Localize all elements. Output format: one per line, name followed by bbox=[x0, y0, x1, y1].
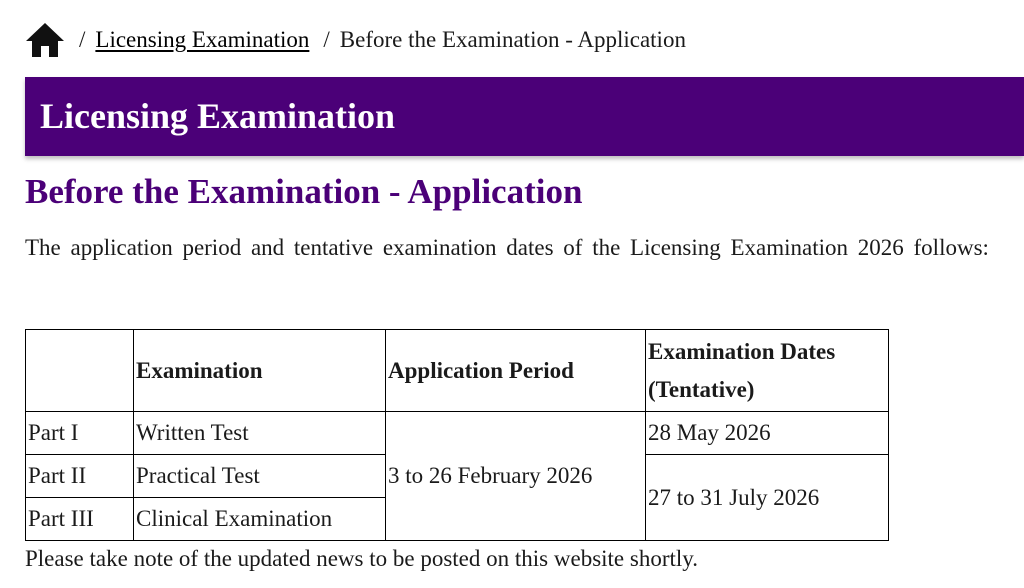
breadcrumb-separator: / bbox=[79, 27, 86, 52]
banner-title: Licensing Examination bbox=[40, 96, 396, 136]
cell-part: Part III bbox=[26, 498, 134, 541]
cell-application-period: 3 to 26 February 2026 bbox=[386, 412, 646, 541]
header-part bbox=[26, 330, 134, 412]
intro-text: The application period and tentative examination dates of the Licensing Examination 2026 follows: bbox=[25, 235, 989, 260]
header-examination-dates: Examination Dates (Tentative) bbox=[646, 330, 889, 412]
page-title: Before the Examination - Application bbox=[25, 172, 583, 211]
cell-examination: Clinical Examination bbox=[134, 498, 386, 541]
header-application-period: Application Period bbox=[386, 330, 646, 412]
table-row bbox=[26, 412, 889, 455]
cell-examination-date: 27 to 31 July 2026 bbox=[646, 455, 889, 541]
cell-part: Part II bbox=[26, 455, 134, 498]
breadcrumb-separator: / bbox=[323, 27, 330, 52]
breadcrumb bbox=[25, 18, 686, 62]
cell-part: Part I bbox=[26, 412, 134, 455]
breadcrumb-link-licensing-examination[interactable]: Licensing Examination bbox=[95, 27, 310, 52]
section-banner bbox=[25, 77, 1024, 156]
breadcrumb-current: Before the Examination - Application bbox=[339, 27, 686, 52]
table-header-row bbox=[26, 330, 889, 412]
header-examination: Examination bbox=[134, 330, 386, 412]
cell-examination: Practical Test bbox=[134, 455, 386, 498]
notice-text: Please take note of the updated news to be posted on this website shortly. bbox=[25, 546, 699, 571]
cell-examination-date: 28 May 2026 bbox=[646, 412, 889, 455]
home-icon[interactable] bbox=[25, 20, 65, 60]
cell-examination: Written Test bbox=[134, 412, 386, 455]
examination-schedule-table bbox=[25, 329, 889, 541]
